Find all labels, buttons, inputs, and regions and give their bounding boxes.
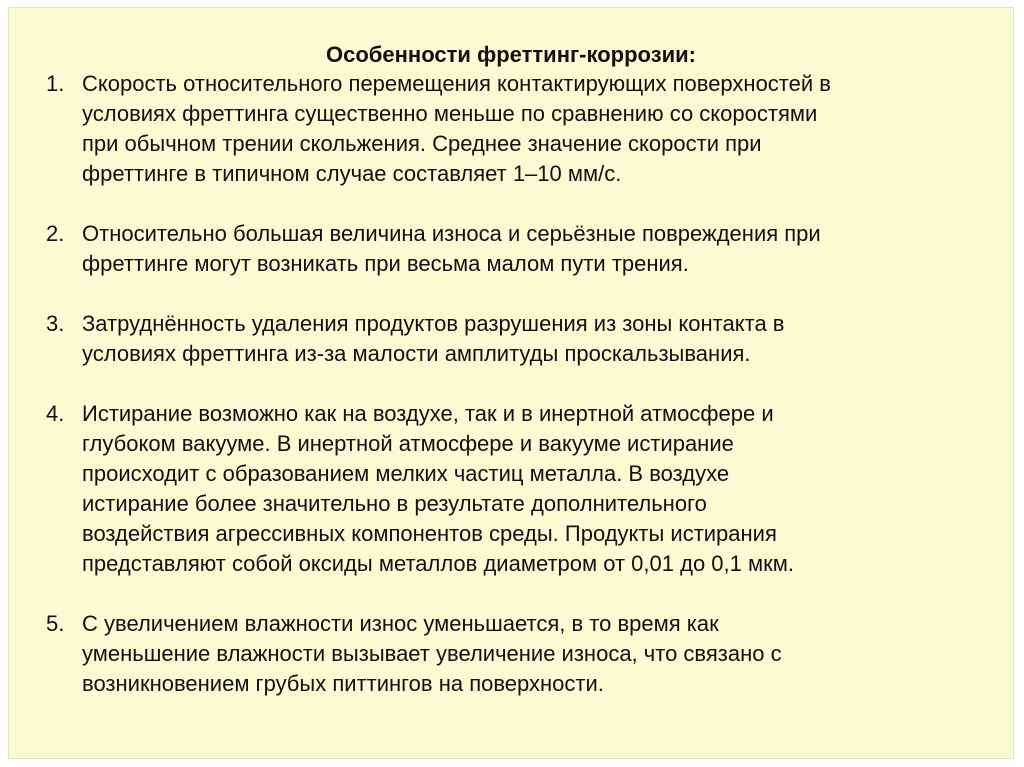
item-number: 4.	[46, 401, 65, 426]
item-number: 3.	[46, 311, 65, 336]
item-line: воздействия агрессивных компонентов среды. Продукты истирания	[82, 521, 777, 546]
item-number: 1.	[46, 71, 65, 96]
item-line: представляют собой оксиды металлов диаметром от 0,01 до 0,1 мкм.	[82, 551, 794, 576]
item-number: 2.	[46, 221, 65, 246]
list-item	[46, 309, 976, 369]
item-line: возникновением грубых питтингов на поверхности.	[82, 671, 604, 696]
item-line: Относительно большая величина износа и серьёзные повреждения при	[82, 221, 821, 246]
item-line: происходит с образованием мелких частиц металла. В воздухе	[82, 461, 730, 486]
item-line: условиях фреттинга существенно меньше по сравнению со скоростями	[82, 101, 818, 126]
list-item	[46, 399, 976, 579]
list-item	[46, 69, 976, 189]
item-line: фреттинге в типичном случае составляет 1–10 мм/с.	[82, 161, 622, 186]
item-line: С увеличением влажности износ уменьшается, в то время как	[82, 611, 719, 636]
features-list	[46, 69, 976, 729]
item-line: Затруднённость удаления продуктов разрушения из зоны контакта в	[82, 311, 785, 336]
item-line: истирание более значительно в результате дополнительного	[82, 491, 707, 516]
item-line: глубоком вакууме. В инертной атмосфере и вакууме истирание	[82, 431, 734, 456]
slide-title: Особенности фреттинг-коррозии:	[326, 42, 696, 67]
slide	[8, 7, 1014, 759]
item-line: уменьшение влажности вызывает увеличение износа, что связано с	[82, 641, 782, 666]
item-number: 5.	[46, 611, 65, 636]
item-line: фреттинге могут возникать при весьма малом пути трения.	[82, 251, 689, 276]
list-item	[46, 219, 976, 279]
item-line: Истирание возможно как на воздухе, так и в инертной атмосфере и	[82, 401, 774, 426]
list-item	[46, 609, 976, 699]
item-line: при обычном трении скольжения. Среднее значение скорости при	[82, 131, 762, 156]
item-line: условиях фреттинга из-за малости амплитуды проскальзывания.	[82, 341, 751, 366]
item-line: Скорость относительного перемещения контактирующих поверхностей в	[82, 71, 831, 96]
